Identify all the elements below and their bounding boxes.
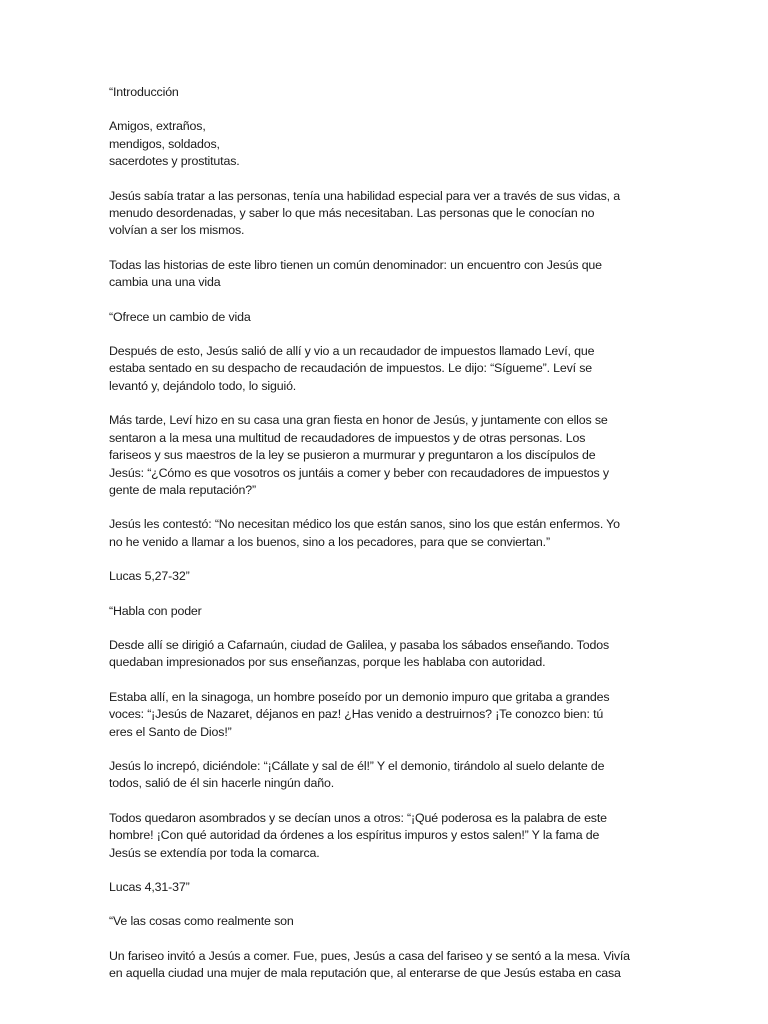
text-line: fariseos y sus maestros de la ley se pusieron a murmurar y preguntaron a los discípulos de	[109, 448, 596, 463]
paragraph	[109, 412, 659, 499]
paragraph	[109, 948, 659, 983]
text-line: hombre! ¡Con qué autoridad da órdenes a los espíritus impuros y estos salen!” Y la fama de	[109, 828, 600, 843]
document-page	[109, 84, 659, 1000]
paragraph	[109, 637, 659, 672]
text-line: menudo desordenadas, y saber lo que más necesitaban. Las personas que le conocían no	[109, 206, 595, 221]
paragraph	[109, 689, 659, 741]
text-line: sacerdotes y prostitutas.	[109, 154, 240, 169]
text-line: “Ofrece un cambio de vida	[109, 309, 251, 324]
text-line: “Ve las cosas como realmente son	[109, 914, 294, 929]
text-line: Un fariseo invitó a Jesús a comer. Fue, pues, Jesús a casa del fariseo y se sentó a la mesa. Vivía	[109, 948, 630, 963]
text-line: Todas las historias de este libro tienen un común denominador: un encuentro con Jesús que	[109, 257, 602, 272]
text-line: sentaron a la mesa una multitud de recaudadores de impuestos y de otras personas. Los	[109, 430, 586, 445]
text-line: Jesús sabía tratar a las personas, tenía una habilidad especial para ver a través de sus vidas, a	[109, 188, 620, 203]
paragraph	[109, 84, 659, 101]
paragraph	[109, 188, 659, 240]
paragraph	[109, 257, 659, 292]
text-line: voces: “¡Jesús de Nazaret, déjanos en paz! ¿Has venido a destruirnos? ¡Te conozco bien: tú	[109, 707, 604, 722]
text-line: volvían a ser los mismos.	[109, 223, 245, 238]
paragraph	[109, 516, 659, 551]
paragraph	[109, 913, 659, 930]
text-line: quedaban impresionados por sus enseñanzas, porque les hablaba con autoridad.	[109, 655, 546, 670]
text-line: Después de esto, Jesús salió de allí y vio a un recaudador de impuestos llamado Leví, que	[109, 344, 595, 359]
paragraph	[109, 603, 659, 620]
paragraph	[109, 309, 659, 326]
text-line: Amigos, extraños,	[109, 119, 206, 134]
text-line: Todos quedaron asombrados y se decían unos a otros: “¡Qué poderosa es la palabra de este	[109, 810, 607, 825]
text-line: todos, salió de él sin hacerle ningún daño.	[109, 776, 335, 791]
paragraph	[109, 343, 659, 395]
paragraph	[109, 879, 659, 896]
text-line: gente de mala reputación?”	[109, 482, 256, 497]
text-line: “Introducción	[109, 85, 179, 99]
text-line: Jesús les contestó: “No necesitan médico los que están sanos, sino los que están enfermos. Yo	[109, 517, 620, 532]
text-line: Jesús: “¿Cómo es que vosotros os juntáis a comer y beber con recaudadores de impuestos y	[109, 465, 609, 480]
text-line: no he venido a llamar a los buenos, sino a los pecadores, para que se conviertan.”	[109, 534, 550, 549]
paragraph	[109, 810, 659, 862]
text-line: Jesús lo increpó, diciéndole: “¡Cállate y sal de él!” Y el demonio, tirándolo al suelo delante de	[109, 758, 605, 773]
text-line: Lucas 5,27-32”	[109, 569, 190, 584]
paragraph	[109, 568, 659, 585]
text-line: cambia una una vida	[109, 275, 221, 290]
text-line: Desde allí se dirigió a Cafarnaún, ciudad de Galilea, y pasaba los sábados enseñando. Todos	[109, 637, 609, 652]
text-line: Estaba allí, en la sinagoga, un hombre poseído por un demonio impuro que gritaba a grandes	[109, 689, 610, 704]
text-line: estaba sentado en su despacho de recaudación de impuestos. Le dijo: “Sígueme”. Leví se	[109, 361, 593, 376]
text-line: Más tarde, Leví hizo en su casa una gran fiesta en honor de Jesús, y juntamente con ellos se	[109, 413, 608, 428]
text-line: eres el Santo de Dios!”	[109, 724, 232, 739]
text-line: en aquella ciudad una mujer de mala reputación que, al enterarse de que Jesús estaba en casa	[109, 966, 621, 981]
text-line: “Habla con poder	[109, 603, 202, 618]
paragraph	[109, 758, 659, 793]
text-line: levantó y, dejándolo todo, lo siguió.	[109, 378, 297, 393]
text-line: mendigos, soldados,	[109, 136, 220, 151]
text-line: Jesús se extendía por toda la comarca.	[109, 845, 320, 860]
text-line: Lucas 4,31-37”	[109, 880, 190, 894]
paragraph	[109, 118, 659, 170]
